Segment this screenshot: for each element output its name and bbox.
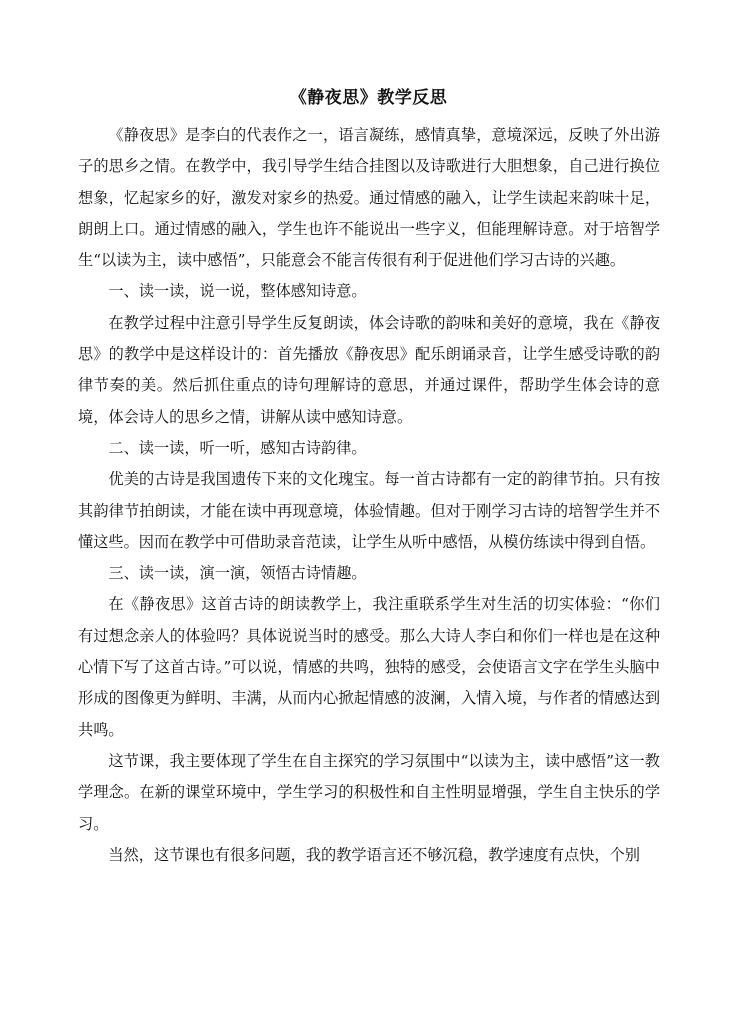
document-body [78, 120, 660, 871]
paragraph-section-3: 在《静夜思》这首古诗的朗读教学上，我注重联系学生对生活的切实体验：“你们有过想念亲人的体验吗？具体说说当时的感受。那么大诗人李白和你们一样也是在这种心情下写了这首古诗。”可以说，情感的共鸣，独特的感受，会使语言文字在学生头脑中形成的图像更为鲜明、丰满，从而内心掀起情感的波澜，入情入境，与作者的情感达到共鸣。 [78, 595, 660, 739]
section-heading-3: 三、读一读，演一演，领悟古诗情趣。 [108, 564, 367, 583]
paragraph-section-2: 优美的古诗是我国遗传下来的文化瑰宝。每一首古诗都有一定的韵律节拍。只有按其韵律节拍朗读，才能在读中再现意境，体验情趣。但对于刚学习古诗的培智学生并不懂这些。因而在教学中可借助录音范读，让学生从听中感悟，从模仿练读中得到自悟。 [78, 470, 660, 551]
document-title: 《静夜思》教学反思 [289, 88, 448, 108]
paragraph-intro: 《静夜思》是李白的代表作之一，语言凝练，感情真挚，意境深远，反映了外出游子的思乡之情。在教学中，我引导学生结合挂图以及诗歌进行大胆想象，自己进行换位想象，忆起家乡的好，激发对家乡的热爱。通过情感的融入，让学生读起来韵味十足，朗朗上口。通过情感的融入，学生也许不能说出一些字义，但能理解诗意。对于培智学生“以读为主，读中感悟”，只能意会不能言传很有利于促进他们学习古诗的兴趣。 [78, 126, 660, 270]
paragraph-problems: 当然，这节课也有很多问题，我的教学语言还不够沉稳，教学速度有点快，个别 [108, 845, 640, 864]
section-heading-2: 二、读一读，听一听，感知古诗韵律。 [108, 438, 367, 457]
paragraph-summary: 这节课，我主要体现了学生在自主探究的学习氛围中“以读为主，读中感悟”这一教学理念。在新的课堂环境中，学生学习的积极性和自主性明显增强，学生自主快乐的学习。 [78, 751, 660, 833]
paragraph-section-1: 在教学过程中注意引导学生反复朗读，体会诗歌的韵味和美好的意境，我在《静夜思》的教学中是这样设计的：首先播放《静夜思》配乐朗诵录音，让学生感受诗歌的韵律节奏的美。然后抓住重点的诗句理解诗的意思，并通过课件，帮助学生体会诗的意境，体会诗人的思乡之情，讲解从读中感知诗意。 [78, 313, 660, 426]
section-heading-1: 一、读一读，说一说，整体感知诗意。 [108, 282, 367, 301]
